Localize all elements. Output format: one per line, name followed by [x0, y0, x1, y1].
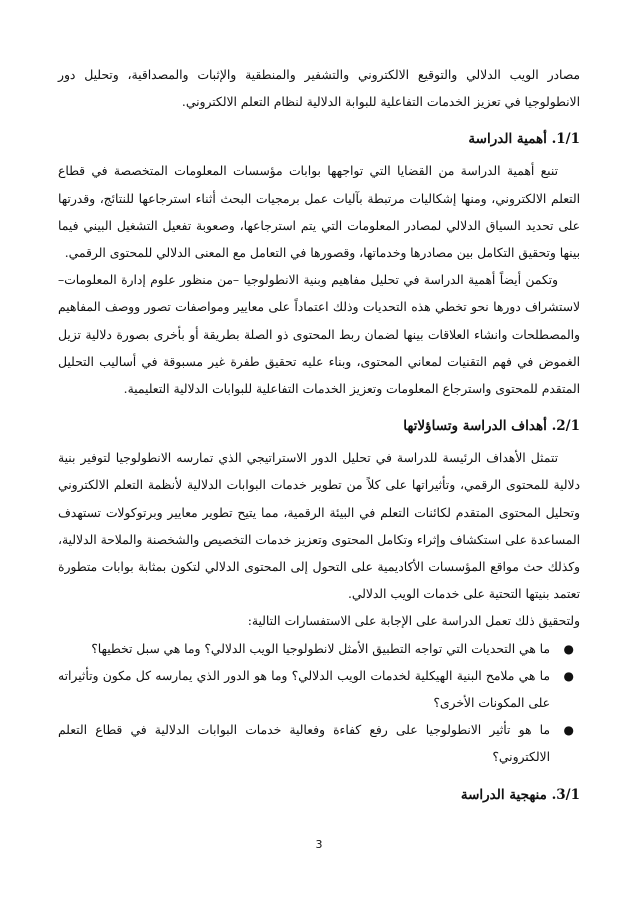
question-text: ما هو تأثير الانطولوجيا على رفع كفاءة وفعالية خدمات البوابات الدلالية في قطاع التعلم الالكتروني؟ — [58, 723, 550, 765]
questions-intro: ولتحقيق ذلك تعمل الدراسة على الإجابة على الاستفسارات التالية: — [247, 614, 580, 629]
list-item — [58, 663, 580, 717]
list-item — [58, 717, 580, 771]
importance-paragraph-1: تنبع أهمية الدراسة من القضايا التي تواجهها بوابات مؤسسات المعلومات المتخصصة في قطاع التعلم الالكتروني، ومنها إشكاليات مرتبطة بآليات عمل برمجيات البحث أثناء استرجاعها للنتائج، وقدرتها على تحديد السياق الدلالي لمصادر المعلومات التي يتم استرجاعها، وصعوبة تفعيل التشغيل البيني فيما بينها وتحقيق التكامل بين مصادرها وخدماتها، وقصورها في التعامل مع المعنى الدلالي للمحتوى الرقمي. — [58, 164, 580, 261]
section-heading-objectives: 2/1. أهداف الدراسة وتساؤلاتها — [403, 418, 580, 435]
section-heading-methodology: 3/1. منهجية الدراسة — [460, 786, 580, 803]
question-text: ما هي ملامح البنية الهيكلية لخدمات الويب الدلالي؟ وما هو الدور الذي يمارسه كل مكون وتأثيراته على المكونات الأخرى؟ — [58, 668, 550, 711]
bullet-icon: ● — [563, 641, 574, 656]
intro-paragraph: مصادر الويب الدلالي والتوقيع الالكتروني والتشفير والمنطقية والإثبات والمصداقية، وتحليل دور الانطولوجيا في تعزيز الخدمات التفاعلية للبوابة الدلالية لنظام التعلم الالكتروني. — [58, 68, 580, 110]
list-item — [58, 636, 580, 663]
page-number: 3 — [315, 838, 323, 851]
importance-paragraph-2: وتكمن أيضاً أهمية الدراسة في تحليل مفاهيم وبنية الانطولوجيا –من منظور علوم إدارة المعلومات– لاستشراف دورها نحو تخطي هذه التحديات وذلك اعتماداً على معايير ومواصفات تصور ووصف المفاهيم والمصطلحات وانشاء العلاقات بينها لضمان ربط المحتوى ذو الصلة بطريقة أو بأخرى بصورة دلالية تزيل الغموض في فهم التقنيات لمعاني المحتوى، وبناء عليه تحقيق طفرة غير مسبوقة في أساليب التحليل المتقدم للمحتوى واسترجاع المعلومات وتعزيز الخدمات التفاعلية للبوابات الدلالية التعليمية. — [58, 273, 580, 397]
bullet-icon: ● — [563, 668, 574, 683]
objectives-paragraph: تتمثل الأهداف الرئيسة للدراسة في تحليل الدور الاستراتيجي الذي تمارسه الانطولوجيا لتوفير بنية دلالية للمحتوى الرقمي، وتأثيراتها على كلاً من تطوير خدمات البوابات الدلالية لأنظمة التعلم الالكتروني وتحليل المحتوى المتقدم لكائنات التعلم في البيئة الرقمية، مما يتيح تطوير معايير وبرتوكولات تستهدف المساعدة على استكشاف وإثراء وتكامل المحتوى وتعزيز خدمات التخصيص والشخصنة والملاحة الدلالية، وكذلك حث مواقع المؤسسات الأكاديمية على التحول إلى المحتوى الدلالي لتكون بمثابة بوابات متطورة تعتمد بنيتها التحتية على خدمات الويب الدلالي. — [58, 451, 580, 602]
question-text: ما هي التحديات التي تواجه التطبيق الأمثل لانطولوجيا الويب الدلالي؟ وما هي سبل تخطيها؟ — [91, 641, 550, 656]
section-heading-importance: 1/1. أهمية الدراسة — [468, 131, 580, 148]
questions-list — [58, 636, 580, 772]
bullet-icon: ● — [563, 723, 574, 738]
document-page — [58, 62, 580, 814]
